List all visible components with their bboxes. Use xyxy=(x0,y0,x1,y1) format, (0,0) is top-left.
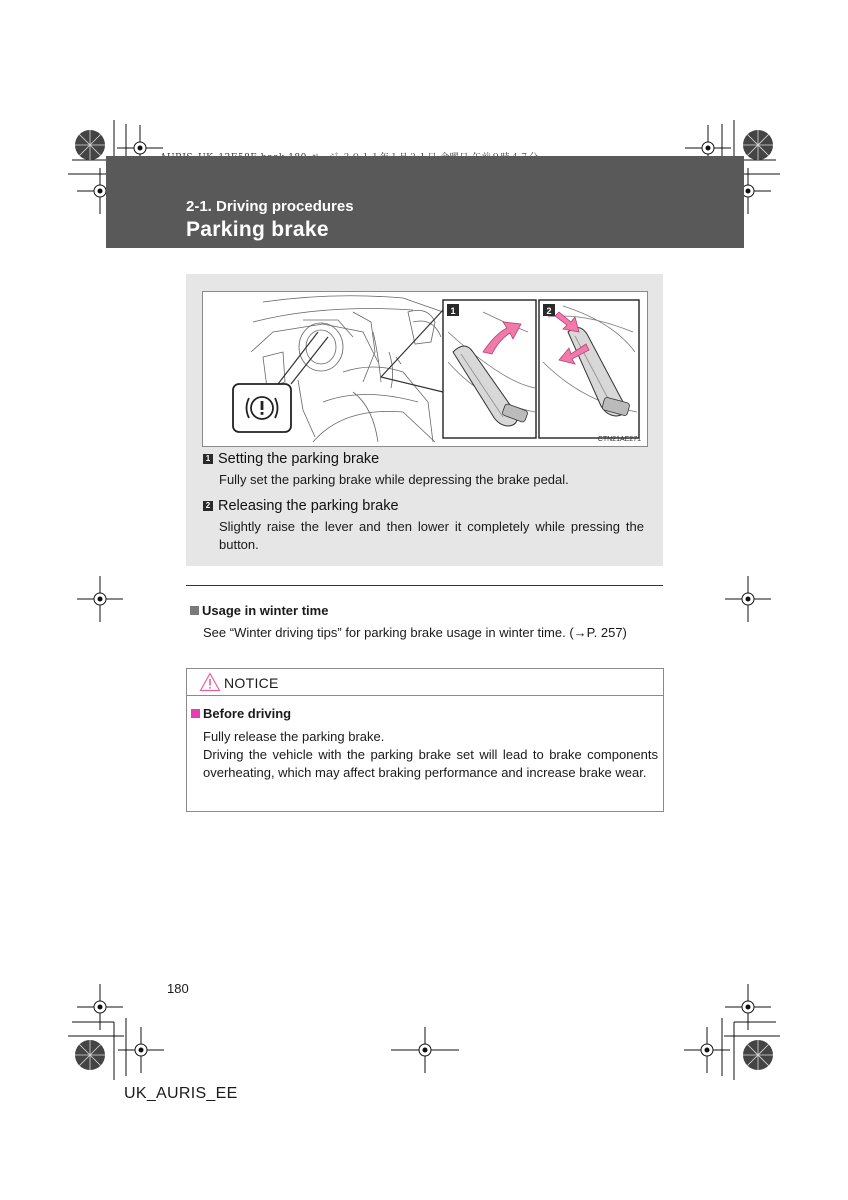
notice-header xyxy=(187,669,663,696)
step-1 xyxy=(203,450,379,468)
callout-2-label: 2 xyxy=(546,306,552,316)
step-2 xyxy=(203,497,399,515)
figure-code: CTN21AE271 xyxy=(597,436,641,443)
notice-paragraph: Driving the vehicle with the parking brake set will lead to brake components overheating, which may affect braking performance and increase brake wear. xyxy=(203,747,658,780)
figure-panel xyxy=(186,274,663,566)
step-2-text: Slightly raise the lever and then lower it completely while pressing the button. xyxy=(219,519,644,552)
before-driving-heading xyxy=(191,706,291,721)
winter-usage-heading xyxy=(190,603,328,618)
section-label: 2-1. Driving procedures xyxy=(186,198,354,215)
notice-body-text xyxy=(203,728,658,782)
step-2-badge: 2 xyxy=(203,501,213,511)
notice-title: NOTICE xyxy=(224,675,279,691)
section-marker-icon xyxy=(190,606,199,615)
step-1-heading: Setting the parking brake xyxy=(218,451,380,467)
page-number: 180 xyxy=(167,981,189,996)
notice-paragraph: Fully release the parking brake. xyxy=(203,729,385,744)
warning-triangle-icon xyxy=(199,672,221,692)
notice-box xyxy=(186,668,664,812)
winter-usage-text: See “Winter driving tips” for parking brake usage in winter time. (→P. 257) xyxy=(203,625,627,640)
step-2-heading: Releasing the parking brake xyxy=(218,498,399,514)
step-1-text: Fully set the parking brake while depressing the brake pedal. xyxy=(219,472,569,487)
step-1-badge: 1 xyxy=(203,454,213,464)
before-driving-text: Before driving xyxy=(203,706,292,721)
section-header xyxy=(106,156,744,248)
page-title: Parking brake xyxy=(186,218,329,241)
section-divider xyxy=(186,585,663,586)
parking-brake-illustration xyxy=(202,291,648,447)
notice-marker-icon xyxy=(191,709,200,718)
illustration-drawing xyxy=(203,292,648,447)
document-code: UK_AURIS_EE xyxy=(124,1085,238,1102)
winter-heading-text: Usage in winter time xyxy=(202,603,329,618)
callout-1-label: 1 xyxy=(450,306,456,316)
